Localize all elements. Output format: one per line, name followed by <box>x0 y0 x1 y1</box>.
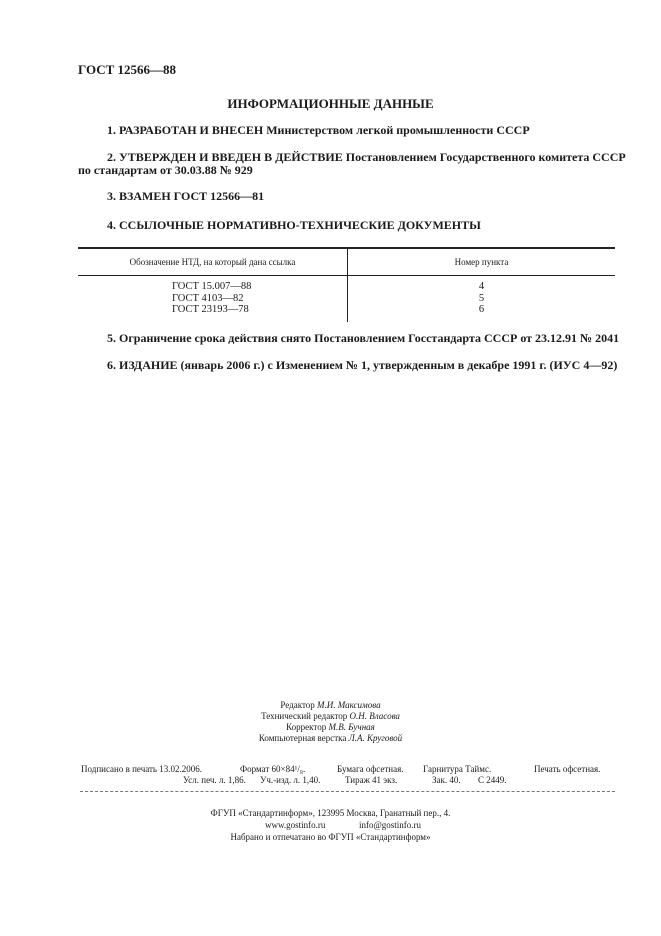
credit-role: Редактор <box>280 700 315 710</box>
item-1-text: Министерством легкой промышленности СССР <box>263 123 530 137</box>
col-header-point: Номер пункта <box>348 248 616 276</box>
cell-points: 4 5 6 <box>478 281 485 315</box>
pub-paper: Бумага офсетная. <box>337 764 404 774</box>
credit-name: М.В. Бучная <box>328 722 375 732</box>
info-item-5: 5. Ограничение срока действия снято Постановлением Госстандарта СССР от 23.12.91 № 2041 <box>107 331 620 345</box>
item-2-text: Постановлением Государственного комитета СССР <box>342 150 626 164</box>
info-item-6: 6. ИЗДАНИЕ (январь 2006 г.) с Изменением № 1, утвержденным в декабре 1991 г. (ИУС 4—92) <box>107 358 618 372</box>
divider <box>80 791 615 792</box>
pub-font: Гарнитура Таймс. <box>423 764 492 774</box>
pub-format: Формат 60×84¹/₈. <box>240 764 306 774</box>
credit-name: М.И. Максимова <box>317 700 381 710</box>
pub-order: Зак. 40. <box>432 775 461 785</box>
info-item-4: 4. ССЫЛОЧНЫЕ НОРМАТИВНО-ТЕХНИЧЕСКИЕ ДОКУМЕНТЫ <box>107 218 481 232</box>
page-title: ИНФОРМАЦИОННЫЕ ДАННЫЕ <box>227 96 434 111</box>
pub-print-sheets: Усл. печ. л. 1,86. <box>183 775 246 785</box>
pub-signed: Подписано в печать 13.02.2006. <box>81 764 203 774</box>
footer-website[interactable]: www.gostinfo.ru <box>265 820 326 830</box>
item-1-lead: 1. РАЗРАБОТАН И ВНЕСЕН <box>107 123 264 137</box>
pub-publ-sheets: Уч.-изд. л. 1,40. <box>260 775 321 785</box>
pub-code: С 2449. <box>478 775 507 785</box>
credit-role: Компьютерная верстка <box>258 733 347 743</box>
reference-table <box>78 247 615 322</box>
table-header-row <box>78 248 615 276</box>
document-header: ГОСТ 12566—88 <box>78 62 177 77</box>
item-2-lead: 2. УТВЕРЖДЕН И ВВЕДЕН В ДЕЙСТВИЕ <box>107 150 343 164</box>
credit-proofreader <box>0 722 661 732</box>
footer-email[interactable]: info@gostinfo.ru <box>359 820 422 830</box>
pub-print: Печать офсетная. <box>534 764 601 774</box>
footer-publisher: ФГУП «Стандартинформ», 123995 Москва, Гранатный пер., 4. <box>210 808 451 818</box>
footer-printed: Набрано и отпечатано во ФГУП «Стандартинформ» <box>230 832 431 842</box>
info-item-3: 3. ВЗАМЕН ГОСТ 12566—81 <box>107 189 265 203</box>
credit-tech-editor <box>0 711 661 721</box>
col-header-document: Обозначение НТД, на который дана ссылка <box>78 248 348 276</box>
credit-name: Л.А. Круговой <box>348 733 403 743</box>
credit-layout <box>0 733 661 743</box>
info-item-1 <box>107 123 530 138</box>
credit-name: О.Н. Власова <box>349 711 400 721</box>
cell-documents: ГОСТ 15.007—88 ГОСТ 4103—82 ГОСТ 23193—78 <box>78 276 348 323</box>
table-row <box>78 276 615 323</box>
credit-role: Корректор <box>286 722 327 732</box>
credit-editor <box>0 700 661 710</box>
item-2-line2: по стандартам от 30.03.88 № 929 <box>78 163 253 177</box>
credit-role: Технический редактор <box>261 711 348 721</box>
pub-run: Тираж 41 экз. <box>345 775 398 785</box>
